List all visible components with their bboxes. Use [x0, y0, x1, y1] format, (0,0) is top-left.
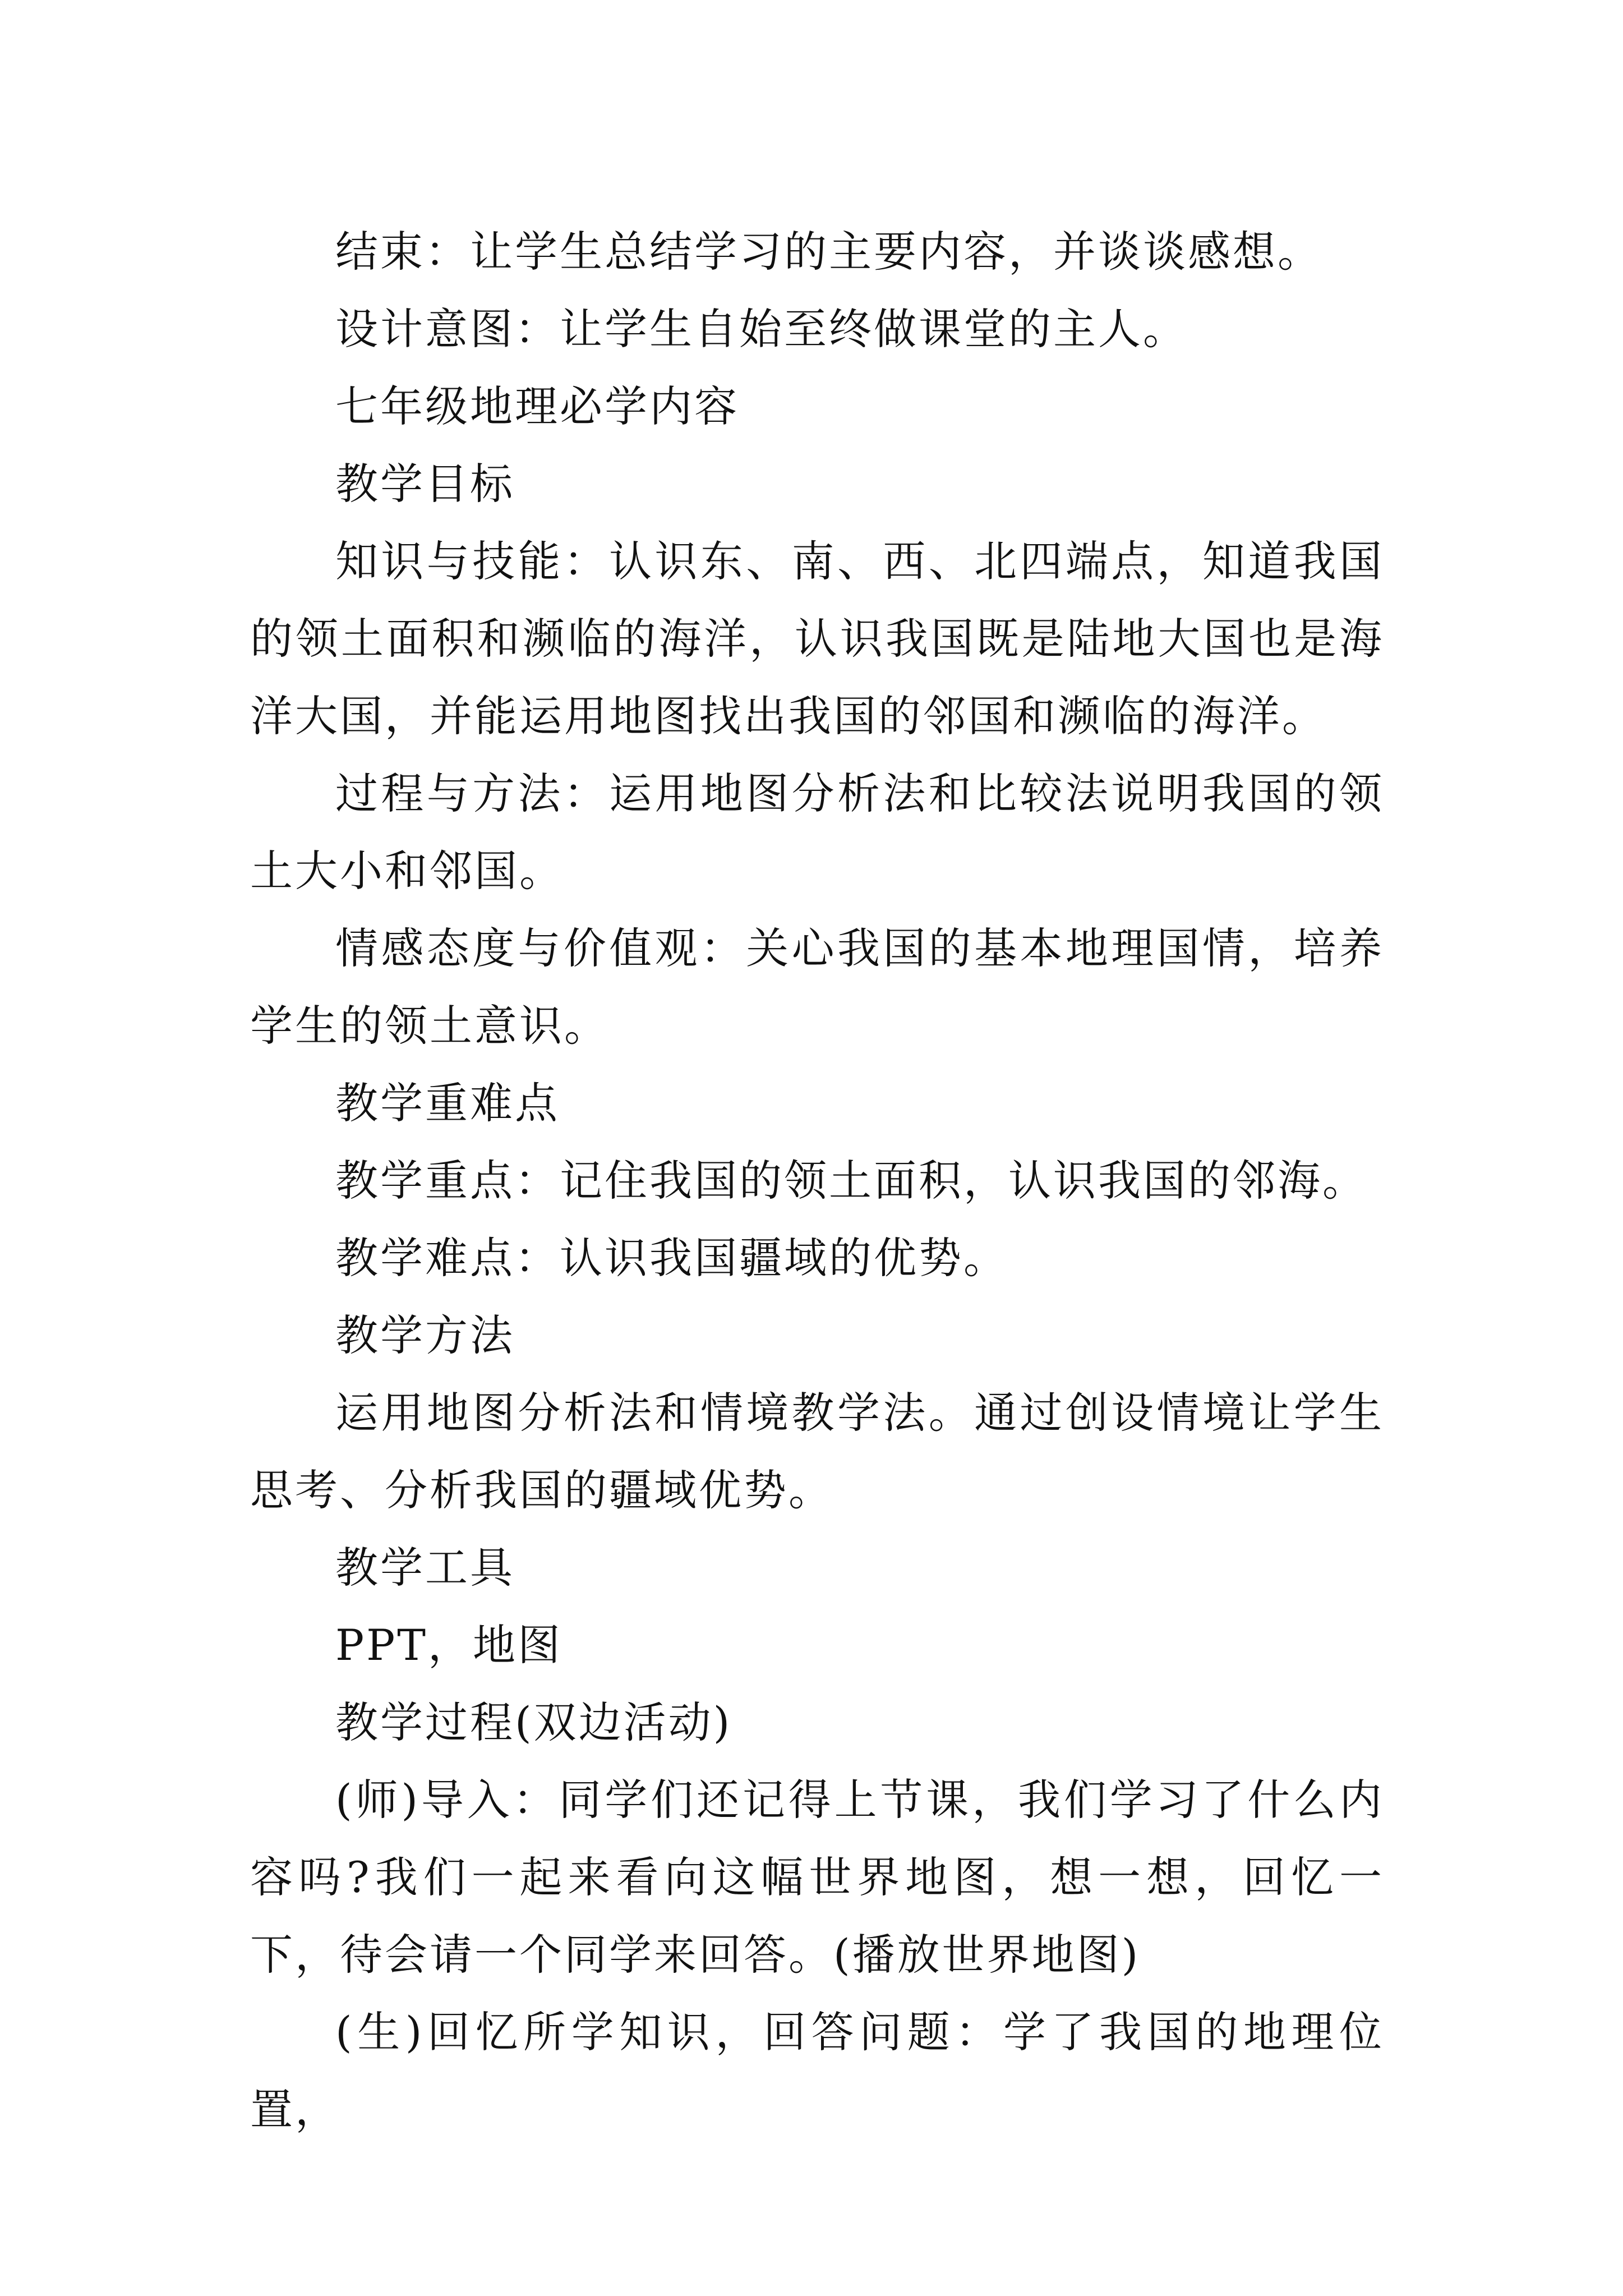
heading-grade7-geography: 七年级地理必学内容 — [335, 381, 739, 431]
paragraph-conclusion: 结束：让学生总结学习的主要内容，并谈谈感想。 — [335, 227, 1322, 277]
paragraph-difficult-point: 教学难点：认识我国疆域的优势。 — [335, 1233, 1008, 1283]
paragraph-process-method: 过程与方法：运用地图分析法和比较法说明我国的领土大小和邻国。 — [250, 769, 1384, 896]
heading-teaching-process: 教学过程(双边活动) — [335, 1697, 732, 1747]
paragraph-tools: PPT，地图 — [335, 1620, 562, 1670]
heading-teaching-goals: 教学目标 — [335, 459, 515, 509]
paragraph-methods: 运用地图分析法和情境教学法。通过创设情境让学生思考、分析我国的疆域优势。 — [250, 1388, 1384, 1515]
paragraph-design-intent: 设计意图：让学生自始至终做课堂的主人。 — [335, 304, 1188, 354]
paragraph-attitude-values: 情感态度与价值观：关心我国的基本地理国情，培养学生的领土意识。 — [250, 923, 1384, 1051]
paragraph-key-point: 教学重点：记住我国的领土面积，认识我国的邻海。 — [335, 1156, 1367, 1205]
paragraph-knowledge-skills: 知识与技能：认识东、南、西、北四端点，知道我国的领土面积和濒临的海洋，认识我国既是陆地大国也是海洋大国，并能运用地图找出我国的邻国和濒临的海洋。 — [250, 536, 1384, 741]
document-body — [250, 213, 1384, 2148]
paragraph-student-answer: (生)回忆所学知识，回答问题：学了我国的地理位置， — [250, 2007, 1384, 2134]
heading-teaching-methods: 教学方法 — [335, 1310, 515, 1360]
heading-key-difficult-points: 教学重难点 — [335, 1078, 560, 1128]
paragraph-teacher-intro: (师)导入：同学们还记得上节课，我们学习了什么内容吗?我们一起来看向这幅世界地图，想一想，回忆一下，待会请一个同学来回答。(播放世界地图) — [250, 1775, 1384, 1980]
heading-teaching-tools: 教学工具 — [335, 1543, 515, 1593]
